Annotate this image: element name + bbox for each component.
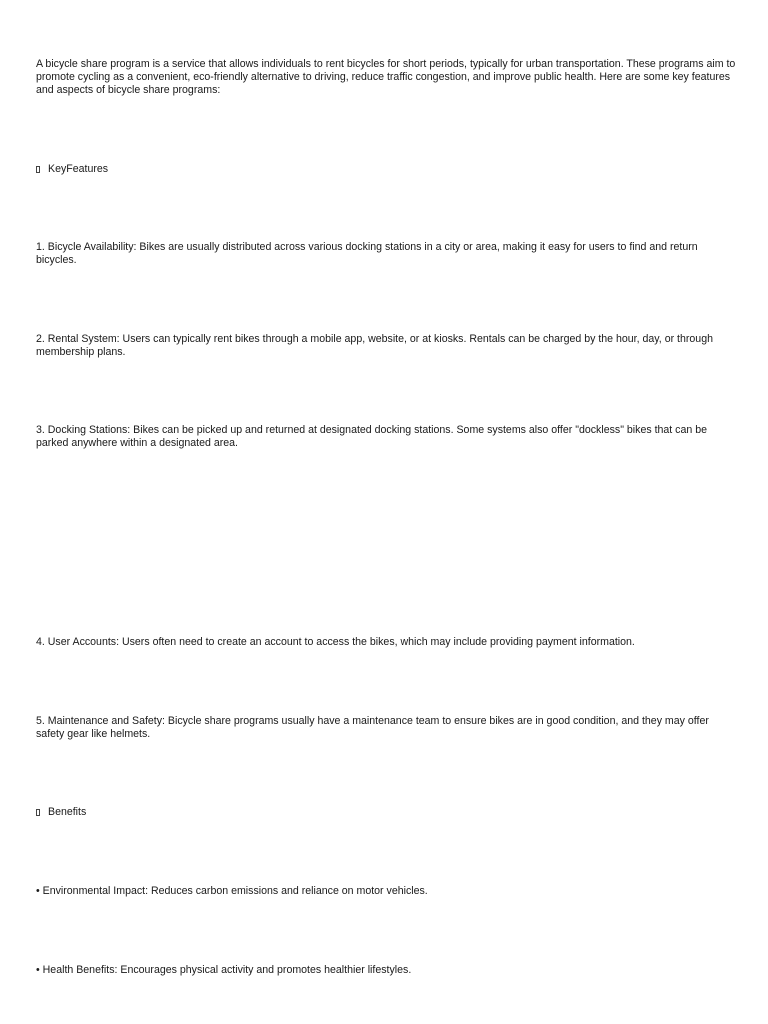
key-feature-item: 1. Bicycle Availability: Bikes are usually distributed across various docking stations in a city or area, making it easy for users to find and return bicycles. <box>36 241 698 266</box>
key-feature-item: 5. Maintenance and Safety: Bicycle share programs usually have a maintenance team to ensure bikes are in good condition, and they may offer safety gear like helmets. <box>36 715 709 740</box>
key-feature-item: 4. User Accounts: Users often need to create an account to access the bikes, which may include providing payment information. <box>36 636 635 648</box>
key-features-heading <box>36 163 736 176</box>
key-feature-item: 2. Rental System: Users can typically rent bikes through a mobile app, website, or at kiosks. Rentals can be charged by the hour, day, or through membership plans. <box>36 333 713 358</box>
benefits-heading <box>36 806 736 819</box>
benefit-item: • Health Benefits: Encourages physical activity and promotes healthier lifestyles. <box>36 964 412 976</box>
intro-paragraph: A bicycle share program is a service that allows individuals to rent bicycles for short periods, typically for urban transportation. These programs aim to promote cycling as a convenient, eco-friendly alternative to driving, reduce traffic congestion, and improve public health. Here are some key features and aspects of bicycle share programs: <box>36 58 736 96</box>
benefits-heading-text: Benefits <box>48 806 87 818</box>
missing-glyph-icon <box>36 809 40 816</box>
benefit-item: • Environmental Impact: Reduces carbon emissions and reliance on motor vehicles. <box>36 885 428 897</box>
key-features-heading-text: KeyFeatures <box>48 163 109 175</box>
missing-glyph-icon <box>36 166 40 173</box>
key-feature-item: 3. Docking Stations: Bikes can be picked up and returned at designated docking stations. Some systems also offer "dockless" bikes that can be parked anywhere within a designated area. <box>36 424 707 449</box>
